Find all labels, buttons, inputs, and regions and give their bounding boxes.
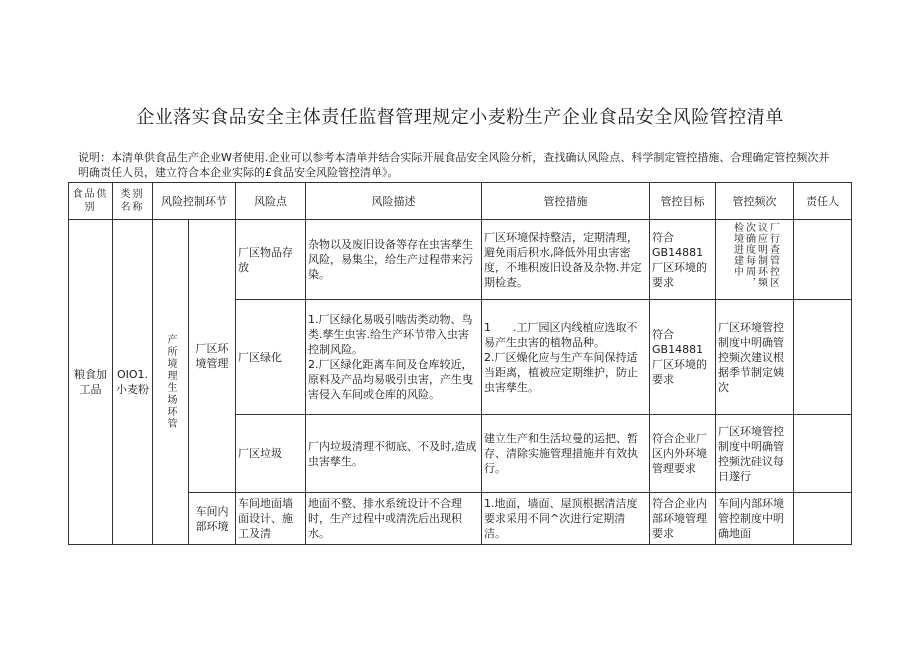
header-responsible: 责任人 xyxy=(794,183,852,220)
freq-text: 厂行查管控区议应明制环频次确度每周，检境进建中 xyxy=(731,221,779,288)
header-sub-category: 类别名称 xyxy=(113,183,153,220)
link-level1-cell xyxy=(153,220,189,545)
table-row xyxy=(69,220,852,300)
responsible-cell xyxy=(794,300,852,415)
goal-cell: 符合GB14881厂区环境的要求 xyxy=(650,300,716,415)
goal-cell: 符合GB14881厂区环境的要求 xyxy=(650,220,716,300)
measures-cell: 1.地面，墙面、屋顶根据清洁度要求采用不同^次进行定期清洁。 xyxy=(482,493,650,545)
description-note: 说明：本清单供食品生产企业W者使用.企业可以参考本清单并结合实际开展食品安全风险分析，查找确认风险点、科学制定管控措施、合理确定管控频次并明确责任人员，建立符合本企业实际的£食品安全风险管控清单》。 xyxy=(78,151,830,179)
sub-category-cell: OIO1.小麦粉 xyxy=(113,220,153,545)
responsible-cell xyxy=(794,415,852,493)
header-control-measures: 管控措施 xyxy=(482,183,650,220)
responsible-cell xyxy=(794,493,852,545)
risk-desc-cell: 厂内垃圾清理不彻底、不及时,造成虫害孳生。 xyxy=(306,415,482,493)
measures-cell: 建立生产和生活垃曼的运把、暂存、清除实施管理措施并有效执行。 xyxy=(482,415,650,493)
freq-cell: 厂区环境管控制度中明确管控频沈硅议每日遂行 xyxy=(716,415,794,493)
responsible-cell xyxy=(794,220,852,300)
risk-control-table xyxy=(68,182,852,545)
risk-point-cell: 厂区垃圾 xyxy=(236,415,306,493)
header-control-link: 风险控制环节 xyxy=(153,183,236,220)
risk-desc-cell: 1.厂区绿化易吸引啮齿类动物、鸟类.孳生虫害.给生产环节带入虫害控制风险。 2.厂区绿化距离车间及仓库较近，原料及产品均易吸引虫害，产生曳害侵入车间或仓库的风险。 xyxy=(306,300,482,415)
freq-cell xyxy=(716,220,794,300)
page-title: 企业落实食品安全主体责任监督管理规定小麦粉生产企业食品安全风险管控清单 xyxy=(136,107,784,128)
header-control-freq: 管控频次 xyxy=(716,183,794,220)
food-category-cell: 粮食加工品 xyxy=(69,220,113,545)
risk-point-cell: 厂区绿化 xyxy=(236,300,306,415)
header-risk-desc: 风险描述 xyxy=(306,183,482,220)
freq-cell: 厂区环境管控制度中明确管控频次建议根据季节制定姨次 xyxy=(716,300,794,415)
link-level1-text: 产所境理生场环管 xyxy=(165,334,176,430)
risk-point-cell: 厂区物品存放 xyxy=(236,220,306,300)
link-level2-a-cell: 厂区环境管理 xyxy=(189,220,236,493)
goal-cell: 符合企业内部环境管理要求 xyxy=(650,493,716,545)
risk-desc-cell: 杂物以及废旧设备等存在虫害孳生风险，易集尘，给生产过程带来污染。 xyxy=(306,220,482,300)
risk-point-cell: 车间地面墙面设计、施工及清 xyxy=(236,493,306,545)
header-risk-point: 风险点 xyxy=(236,183,306,220)
freq-cell: 车间内部环境管控制度中明确地面 xyxy=(716,493,794,545)
table-header-row xyxy=(69,183,852,220)
measures-cell: 1 .工厂园区内线植应选取不易产生虫害的植物品种。 2.厂区燥化应与生产车间保持适当距离，植被应定期维护，防止虫害孳生。 xyxy=(482,300,650,415)
risk-desc-cell: 地面不整、排水系统设计不合理时，生产过程中或清洗后出现积水。 xyxy=(306,493,482,545)
measures-cell: 厂区环境保持整洁，定期清理，避免雨后积水,降低外用虫害密度，不堆积废旧设备及杂物.并定期检查。 xyxy=(482,220,650,300)
goal-cell: 符合企业厂区内外环境管理要求 xyxy=(650,415,716,493)
header-control-goal: 管控目标 xyxy=(650,183,716,220)
link-level2-b-cell: 车间内部环境 xyxy=(189,493,236,545)
header-food-category: 食品供别 xyxy=(69,183,113,220)
